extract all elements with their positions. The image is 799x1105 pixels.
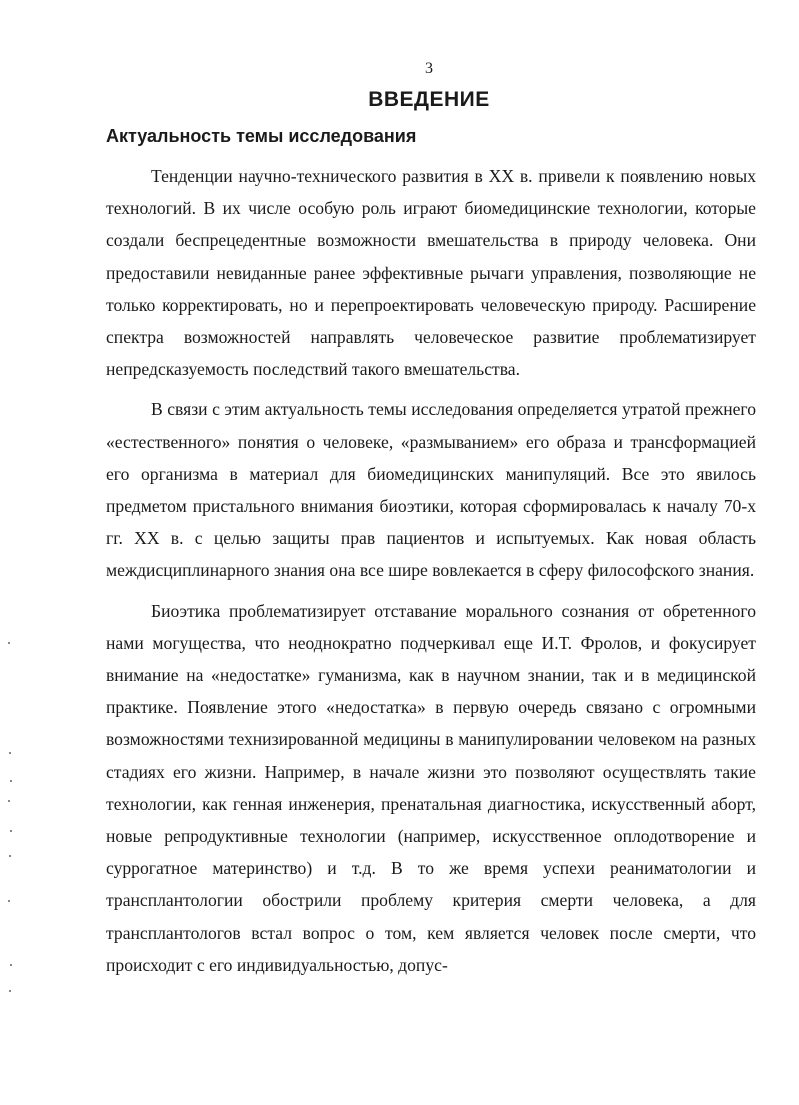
- scan-speck: [10, 780, 12, 782]
- section-heading: Актуальность темы исследования: [106, 126, 417, 146]
- scan-speck: [8, 900, 10, 902]
- scan-speck: [8, 800, 10, 802]
- scan-margin-specks: [0, 0, 30, 1105]
- page-number: 3: [425, 60, 433, 77]
- paragraph: Биоэтика проблематизирует отставание морального сознания от обретенного нами могущества, что неоднократно подчеркивал еще И.Т. Фролов, и фокусирует внимание на «недостатке» гуманизма, как в научном знании, так и в медицинской практике. Появление этого «недостатка» в первую очередь связано с огромными возможностями технизированной медицины в манипулировании человеком на разных стадиях его жизни. Например, в начале жизни это позволяют осуществлять такие технологии, как генная инженерия, пренатальная диагностика, искусственный аборт, новые репродуктивные технологии (например, искусственное оплодотворение и суррогатное материнство) и т.д. В то же время успехи реаниматологии и трансплантологии обострили проблему критерия смерти человека, а для трансплантологов встал вопрос о том, кем является человек после смерти, что происходит с его индивидуальностью, допус-: [106, 600, 756, 975]
- paragraph: В связи с этим актуальность темы исследования определяется утратой прежнего «естественного» понятия о человеке, «размыванием» его образа и трансформацией его организма в материал для биомедицинских манипуляций. Все это явилось предметом пристального внимания биоэтики, которая сформировалась к началу 70-х гг. XX в. с целью защиты прав пациентов и испытуемых. Как новая область междисциплинарного знания она все шире вовлекается в сферу философского знания.: [106, 399, 756, 581]
- scan-speck: [9, 855, 11, 857]
- page-title: ВВЕДЕНИЕ: [368, 88, 490, 111]
- scan-speck: [10, 830, 12, 832]
- scan-speck: [8, 642, 10, 644]
- scan-speck: [9, 990, 11, 992]
- body-text: [106, 160, 756, 989]
- scan-speck: [10, 964, 12, 966]
- paragraph: Тенденции научно-технического развития в XX в. привели к появлению новых технологий. В их числе особую роль играют биомедицинские технологии, которые создали беспрецедентные возможности вмешательства в природу человека. Они предоставили невиданные ранее эффективные рычаги управления, позволяющие не только корректировать, но и перепроектировать человеческую природу. Расширение спектра возможностей направлять человеческое развитие проблематизирует непредсказуемость последствий такого вмешательства.: [106, 166, 756, 380]
- scan-speck: [9, 752, 11, 754]
